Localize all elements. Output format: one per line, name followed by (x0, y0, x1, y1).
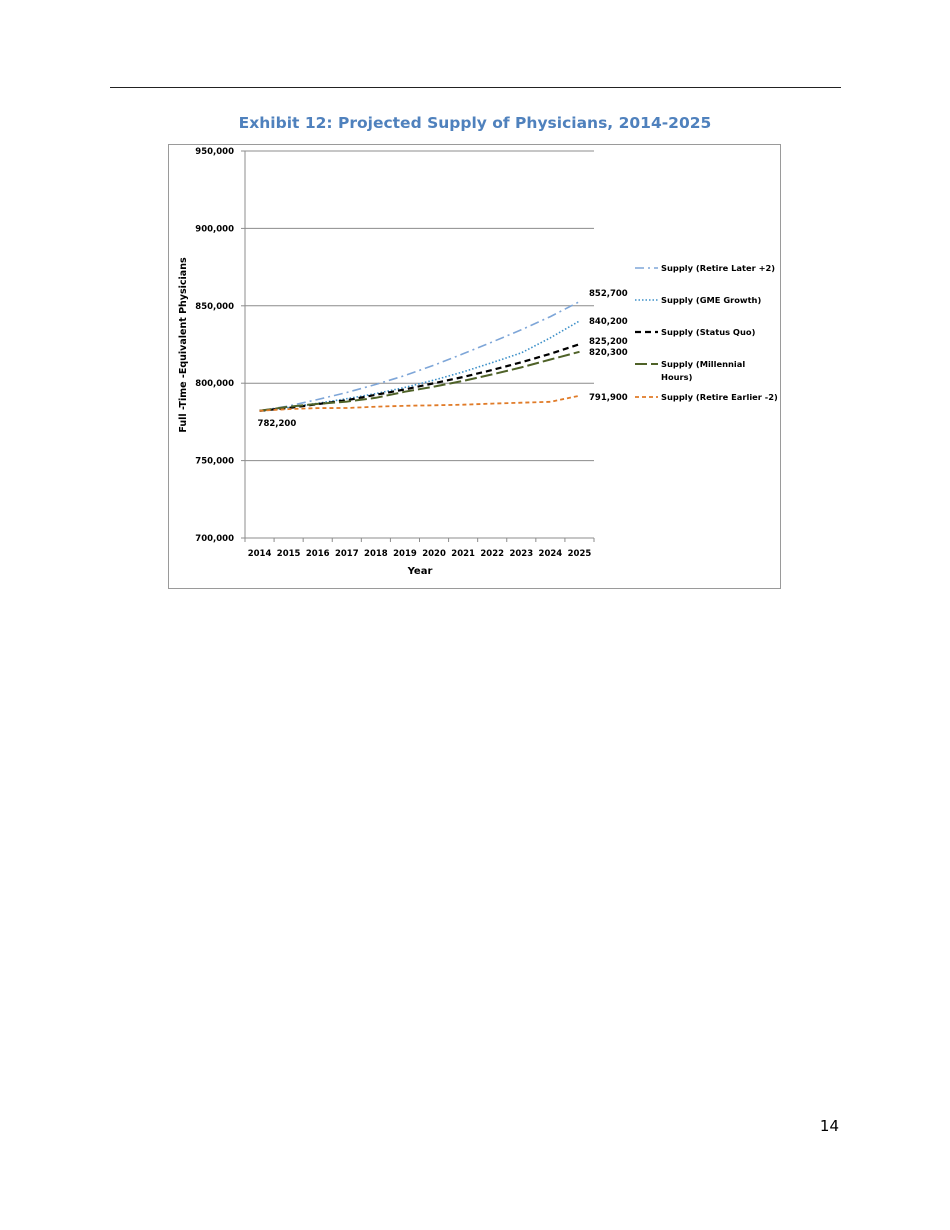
x-tick-label: 2023 (509, 549, 534, 559)
gridlines (245, 151, 594, 461)
start-label: 782,200 (257, 418, 297, 429)
series-lines (260, 302, 580, 411)
legend-label: Supply (GME Growth) (661, 295, 762, 305)
end-label: 840,200 (589, 317, 628, 327)
end-label: 825,200 (589, 337, 628, 347)
chart-frame (168, 144, 781, 589)
data-labels (258, 289, 628, 429)
x-tick-label: 2024 (538, 549, 563, 559)
y-tick-label: 800,000 (195, 379, 234, 390)
x-tick-label: 2015 (276, 549, 301, 559)
x-tick-label: 2014 (247, 549, 272, 559)
y-tick-labels (195, 147, 234, 544)
y-tick-label: 750,000 (195, 456, 234, 467)
y-tick-label: 950,000 (195, 147, 234, 157)
y-axis-label: Full -Time -Equivalent Physicians (178, 257, 189, 433)
legend-label: Supply (Status Quo) (661, 327, 756, 337)
legend-label-line: Supply (Millennial (661, 359, 746, 369)
series-line-3 (260, 352, 580, 411)
series-line-0 (260, 302, 580, 411)
legend-label-line: Hours) (661, 372, 693, 382)
legend-label (661, 359, 745, 382)
x-tick-label: 2017 (334, 549, 359, 559)
axes (241, 151, 594, 542)
legend-label: Supply (Retire Earlier -2) (661, 392, 778, 402)
y-tick-label: 700,000 (195, 534, 234, 544)
x-tick-label: 2019 (393, 549, 417, 559)
y-tick-label: 900,000 (195, 224, 234, 235)
series-line-1 (260, 321, 580, 411)
chart-title: Exhibit 12: Projected Supply of Physicians, 2014-2025 (238, 114, 712, 132)
legend-label: Supply (Retire Later +2) (661, 263, 776, 273)
x-tick-label: 2016 (305, 549, 330, 559)
legend (635, 263, 778, 402)
series-line-2 (260, 344, 580, 411)
end-label: 791,900 (589, 393, 628, 403)
x-tick-label: 2018 (364, 549, 388, 559)
x-tick-label: 2022 (480, 549, 505, 559)
x-tick-labels (248, 549, 592, 559)
x-axis-label: Year (407, 566, 433, 577)
series-line-4 (260, 396, 580, 411)
x-tick-label: 2021 (451, 549, 475, 559)
page-number: 14 (819, 1117, 839, 1135)
y-tick-label: 850,000 (195, 301, 234, 312)
end-label: 852,700 (589, 289, 628, 299)
x-tick-label: 2020 (422, 549, 446, 559)
line-chart (169, 145, 782, 590)
top-rule (110, 87, 841, 88)
end-label: 820,300 (589, 348, 628, 358)
x-tick-label: 2025 (567, 549, 592, 559)
